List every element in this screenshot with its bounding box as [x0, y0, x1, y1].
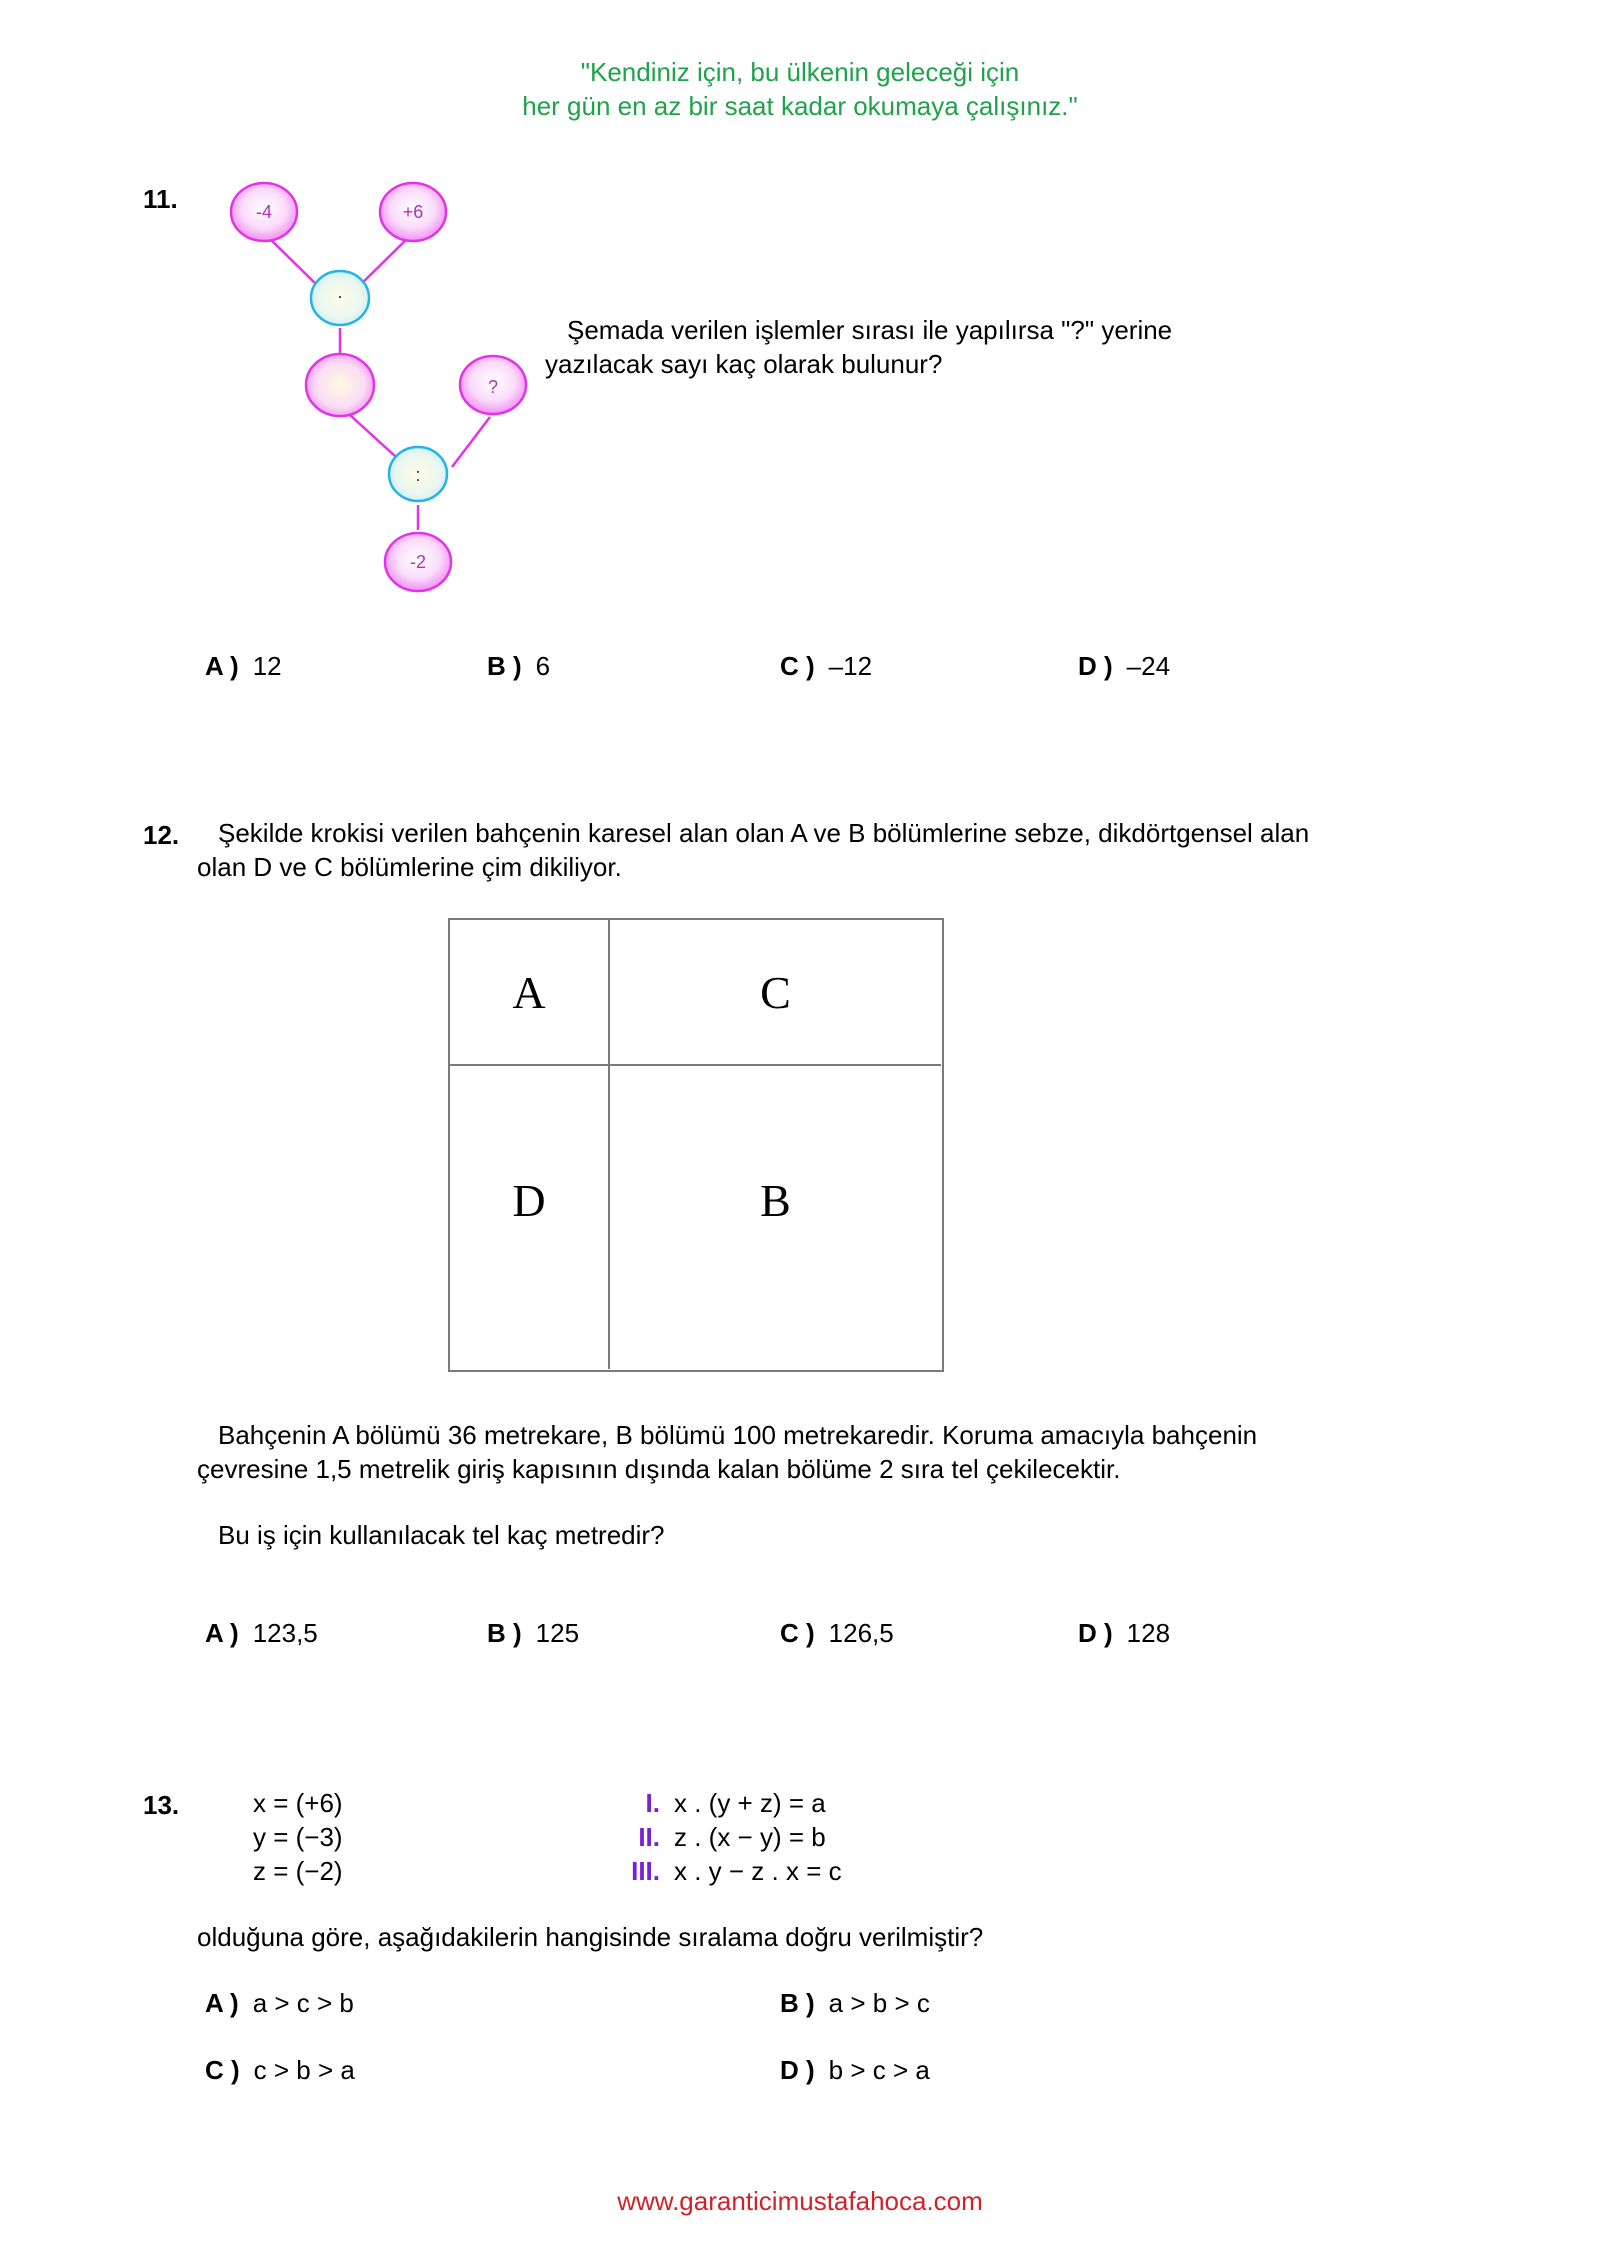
garden-section-d: D — [450, 1066, 610, 1369]
node-question-mark — [460, 356, 526, 414]
q13-choice-c[interactable]: C ) c > b > a — [205, 2055, 355, 2085]
q13-choice-d[interactable]: D ) b > c > a — [780, 2055, 930, 2085]
svg-text:·: · — [337, 286, 343, 306]
q12-choice-d[interactable]: D ) 128 — [1078, 1618, 1171, 1648]
q11-choice-d[interactable]: D ) –24 — [1078, 651, 1171, 681]
svg-text:+6: +6 — [402, 202, 424, 222]
question-12-para-1: Bahçenin A bölümü 36 metrekare, B bölümü 100 metrekaredir. Koruma amacıyla bahçenin — [218, 1420, 1258, 1450]
question-12-text-2: olan D ve C bölümlerine çim dikiliyor. — [197, 852, 622, 882]
node-operator-multiply — [311, 271, 369, 325]
garden-grid — [448, 918, 944, 1372]
svg-text:-2: -2 — [409, 552, 427, 572]
var-z: z = (−2) — [253, 1856, 343, 1886]
diagram-connectors — [264, 233, 490, 530]
var-y: y = (−3) — [253, 1822, 343, 1852]
question-12-text-1: Şekilde krokisi verilen bahçenin karesel alan olan A ve B bölümlerine sebze, dikdörtgensel alan — [218, 818, 1310, 848]
question-12-para-2: çevresine 1,5 metrelik giriş kapısının dışında kalan bölüme 2 sıra tel çekilecektir. — [197, 1454, 1121, 1484]
question-13-number: 13. — [143, 1790, 180, 1820]
footer-url[interactable]: www.garanticimustafahoca.com — [617, 2186, 983, 2216]
question-11-number: 11. — [143, 184, 178, 214]
q13-choice-a[interactable]: A ) a > c > b — [205, 1988, 354, 2018]
q12-choice-a[interactable]: A ) 123,5 — [205, 1618, 318, 1648]
q11-choice-c[interactable]: C ) –12 — [780, 651, 873, 681]
quote-line-1: "Kendiniz için, bu ülkenin geleceği için — [580, 57, 1020, 87]
node-operator-divide — [389, 447, 447, 501]
garden-section-b: B — [760, 1175, 791, 1226]
garden-section-c: C — [610, 920, 941, 1066]
quote-line-2: her gün en az bir saat kadar okumaya çalışınız." — [522, 91, 1078, 121]
node-result — [385, 533, 451, 591]
q11-choice-a[interactable]: A ) 12 — [205, 651, 282, 681]
question-11-text-2: yazılacak sayı kaç olarak bulunur? — [545, 349, 943, 379]
node-top-left — [231, 183, 297, 241]
question-12-number: 12. — [143, 820, 180, 850]
q13-choice-b[interactable]: B ) a > b > c — [780, 1988, 930, 2018]
expr-2: II. z . (x − y) = b — [638, 1822, 826, 1852]
question-13-question: olduğuna göre, aşağıdakilerin hangisinde sıralama doğru verilmiştir? — [197, 1922, 984, 1952]
q12-choice-c[interactable]: C ) 126,5 — [780, 1618, 894, 1648]
garden-section-a: A — [450, 920, 610, 1066]
svg-text::: : — [415, 465, 421, 485]
var-x: x = (+6) — [253, 1788, 343, 1818]
svg-text:?: ? — [487, 377, 499, 397]
q12-choice-b[interactable]: B ) 125 — [487, 1618, 580, 1648]
expr-3: III. x . y − z . x = c — [631, 1856, 842, 1886]
q11-choice-b[interactable]: B ) 6 — [487, 651, 551, 681]
question-12-question: Bu iş için kullanılacak tel kaç metredir? — [218, 1520, 665, 1550]
expr-1: I. x . (y + z) = a — [645, 1788, 826, 1818]
operation-tree-diagram — [200, 165, 560, 605]
question-11-text-1: Şemada verilen işlemler sırası ile yapılırsa "?" yerine — [567, 315, 1173, 345]
node-top-right — [380, 183, 446, 241]
svg-text:-4: -4 — [255, 202, 273, 222]
node-middle-empty — [306, 354, 374, 416]
